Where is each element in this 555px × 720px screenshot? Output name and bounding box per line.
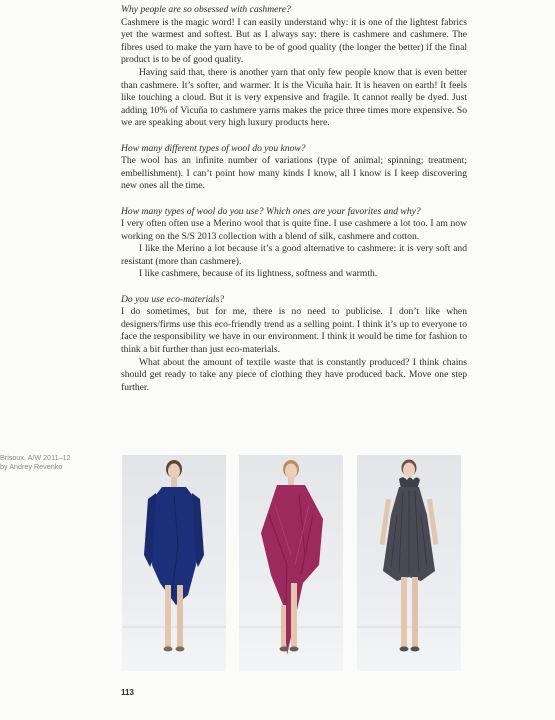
- caption-line-1: Brisoux, A/W 2011–12: [0, 453, 71, 462]
- answer-favorite-wool-p2: I like the Merino a lot because it’s a good alternative to cashmere: it is very soft and resistant (more than cashmere).: [121, 243, 467, 267]
- answer-cashmere-p2: Having said that, there is another yarn that only few people know that is even better than cashmere. It’s softer, and warmer. It is the Vicuña hair. It is heaven on earth! It feels like touching a cloud. But it is very expensive and fragile. It cannot really be dyed. Just adding 10% of Vicuña to cashmere yarns makes the price three times more expensive. So we are speaking about very high luxury products here.: [121, 66, 467, 129]
- answer-favorite-wool-p1: I very often often use a Merino wool that is quite fine. I use cashmere a lot too. I am now working on the S/S 2013 collection with a blend of silk, cashmere and cotton.: [121, 218, 467, 242]
- question-eco-materials: Do you use eco-materials?: [121, 293, 225, 305]
- question-wool-types: How many different types of wool do you know?: [121, 142, 306, 154]
- question-favorite-wool: How many types of wool do you use? Which ones are your favorites and why?: [121, 205, 421, 217]
- question-cashmere: Why people are so obsessed with cashmere?: [121, 4, 291, 15]
- runway-photo-grey-dress: [357, 455, 461, 671]
- photo-caption: [0, 453, 100, 471]
- article-text: [121, 4, 467, 394]
- answer-eco-p2: What about the amount of textile waste that is constantly produced? I think chains should get ready to take any piece of clothing they have produced back. Move one step further.: [121, 356, 467, 393]
- page-number: 113: [121, 688, 134, 697]
- runway-photo-blue-dress: [122, 455, 226, 671]
- answer-wool-types: The wool has an infinite number of variations (type of animal; spinning; treatment; embellishment). I can’t point how many kinds I know, all I know is I keep discovering new ones all the time.: [121, 155, 467, 192]
- answer-cashmere-p1: Cashmere is the magic word! I can easily understand why: it is one of the lightest fabrics yet the warmest and softest. But as I always say: there is cashmere and cashmere. The fibres used to make the yarn have to be of good quality (the longer the better) if the final product is to be of good quality.: [121, 16, 467, 66]
- answer-favorite-wool-p3: I like cashmere, because of its lightness, softness and warmth.: [139, 268, 378, 280]
- answer-eco-p1: I do sometimes, but for me, there is no need to publicise. I don’t like when designers/firms use this eco-friendly trend as a selling point. I think it’s up to everyone to face the responsibility we have in our environment. I think it would be time for fashion to think a bit further than just eco-materials.: [121, 306, 467, 356]
- caption-line-2: by Andrey Revenko: [0, 462, 63, 471]
- runway-photo-magenta-dress: [239, 455, 343, 671]
